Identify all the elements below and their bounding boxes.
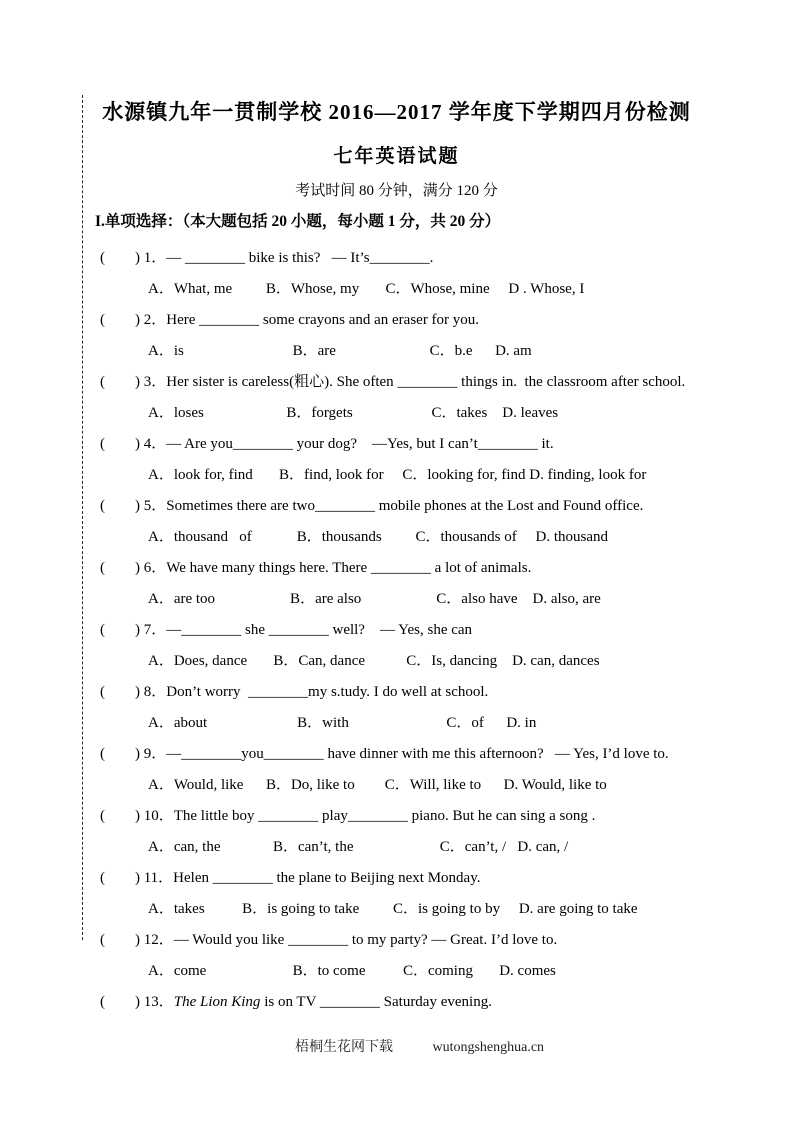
question-item-13 bbox=[95, 987, 793, 1018]
question-options: A．is B．are C．b.e D. am bbox=[148, 343, 532, 359]
question-stem: ( ) 12．— Would you like ________ to my party? — Great. I’d love to. bbox=[100, 932, 558, 948]
footer-site-url: wutongshenghua.cn bbox=[432, 1040, 545, 1055]
question-stem: ( ) 8．Don’t worry ________my s.tudy. I do well at school. bbox=[100, 684, 489, 700]
question-item-1 bbox=[95, 243, 793, 305]
page-footer bbox=[0, 1038, 793, 1058]
question-stem: ( ) 13．The Lion King is on TV ________ Saturday evening. bbox=[100, 994, 492, 1010]
question-stem: ( ) 2．Here ________ some crayons and an eraser for you. bbox=[100, 312, 480, 328]
question-item-9 bbox=[95, 739, 793, 801]
question-options: A．look for, find B．find, look for C．looking for, find D. finding, look for bbox=[148, 467, 647, 483]
question-options: A．Would, like B．Do, like to C．Will, like to D. Would, like to bbox=[148, 777, 607, 793]
section-header: I.单项选择：（本大题包括 20 小题，每小题 1 分，共 20 分） bbox=[95, 213, 501, 230]
question-options: A．are too B．are also C．also have D. also, are bbox=[148, 591, 601, 607]
question-item-12 bbox=[95, 925, 793, 987]
question-stem: ( ) 10．The little boy ________ play________ piano. But he can sing a song . bbox=[100, 808, 596, 824]
question-stem: ( ) 1．— ________ bike is this? — It’s________. bbox=[100, 250, 434, 266]
question-item-8 bbox=[95, 677, 793, 739]
question-options: A．thousand of B．thousands C．thousands of D. thousand bbox=[148, 529, 608, 545]
question-stem: ( ) 9．—________you________ have dinner with me this afternoon? — Yes, I’d love to. bbox=[100, 746, 669, 762]
question-stem: ( ) 6．We have many things here. There ________ a lot of animals. bbox=[100, 560, 532, 576]
question-options: A．takes B．is going to take C．is going to by D. are going to take bbox=[148, 901, 638, 917]
exam-info-line: 考试时间 80 分钟，满分 120 分 bbox=[295, 183, 498, 199]
footer-site-name: 梧桐生花网下载 bbox=[294, 1040, 393, 1055]
question-item-11 bbox=[95, 863, 793, 925]
question-item-2 bbox=[95, 305, 793, 367]
question-stem: ( ) 7．—________ she ________ well? — Yes, she can bbox=[100, 622, 473, 638]
question-options: A．can, the B．can’t, the C．can’t, / D. can, / bbox=[148, 839, 569, 855]
question-options: A．loses B．forgets C．takes D. leaves bbox=[148, 405, 559, 421]
question-options: A．come B．to come C．coming D. comes bbox=[148, 963, 556, 979]
question-item-5 bbox=[95, 491, 793, 553]
exam-title: 水源镇九年一贯制学校 2016—2017 学年度下学期四月份检测 bbox=[102, 100, 691, 124]
question-stem: ( ) 11．Helen ________ the plane to Beijing next Monday. bbox=[100, 870, 481, 886]
question-options: A．about B．with C．of D. in bbox=[148, 715, 537, 731]
question-options: A．What, me B．Whose, my C．Whose, mine D . Whose, I bbox=[148, 281, 585, 297]
question-item-7 bbox=[95, 615, 793, 677]
question-item-4 bbox=[95, 429, 793, 491]
question-item-3 bbox=[95, 367, 793, 429]
question-item-10 bbox=[95, 801, 793, 863]
movie-title-italic: The Lion King bbox=[173, 994, 261, 1010]
question-list bbox=[95, 243, 793, 1018]
question-stem: ( ) 4．— Are you________ your dog? —Yes, but I can’t________ it. bbox=[100, 436, 554, 452]
question-stem: ( ) 5．Sometimes there are two________ mobile phones at the Lost and Found office. bbox=[100, 498, 644, 514]
question-options: A．Does, dance B．Can, dance C．Is, dancing D. can, dances bbox=[148, 653, 600, 669]
exam-content bbox=[0, 100, 793, 1018]
question-stem: ( ) 3．Her sister is careless(粗心). She often ________ things in. the classroom after school. bbox=[100, 374, 686, 390]
question-item-6 bbox=[95, 553, 793, 615]
exam-subtitle: 七年英语试题 bbox=[333, 146, 460, 167]
